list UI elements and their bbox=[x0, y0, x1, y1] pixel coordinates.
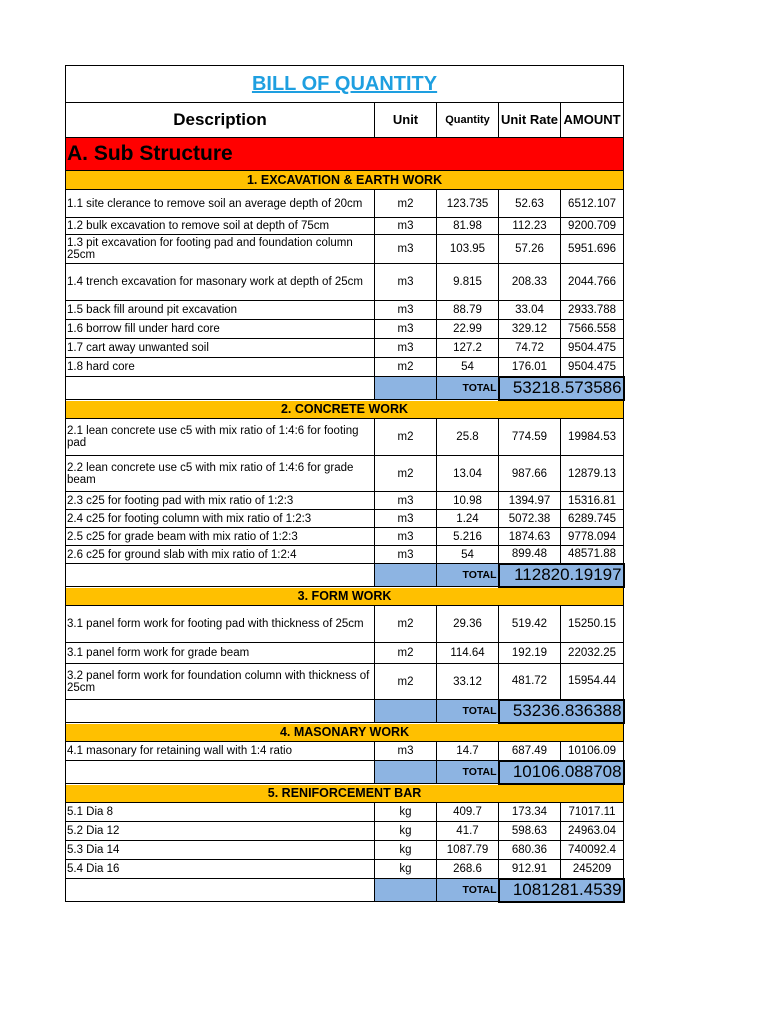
item-description: 2.4 c25 for footing column with mix ratio of 1:2:3 bbox=[66, 510, 375, 528]
group-title: 3. FORM WORK bbox=[66, 587, 624, 606]
table-row bbox=[66, 822, 624, 841]
item-unit: kg bbox=[375, 803, 437, 822]
item-unit: kg bbox=[375, 841, 437, 860]
item-quantity: 1.24 bbox=[437, 510, 499, 528]
item-unit-rate: 192.19 bbox=[499, 643, 561, 664]
item-description: 1.5 back fill around pit excavation bbox=[66, 301, 375, 320]
item-description: 1.3 pit excavation for footing pad and foundation column 25cm bbox=[66, 235, 375, 264]
table-row bbox=[66, 510, 624, 528]
table-row bbox=[66, 664, 624, 700]
group-total-value: 112820.19197 bbox=[499, 564, 624, 587]
item-unit-rate: 774.59 bbox=[499, 419, 561, 456]
group-title: 5. RENIFORCEMENT BAR bbox=[66, 784, 624, 803]
item-unit: m2 bbox=[375, 456, 437, 492]
header-unit: Unit bbox=[375, 103, 437, 138]
total-row-fill bbox=[375, 700, 437, 723]
item-unit-rate: 112.23 bbox=[499, 218, 561, 235]
item-quantity: 13.04 bbox=[437, 456, 499, 492]
table-row bbox=[66, 320, 624, 339]
item-description: 5.3 Dia 14 bbox=[66, 841, 375, 860]
item-amount: 15250.15 bbox=[561, 606, 624, 643]
sheet-title: BILL OF QUANTITY bbox=[66, 66, 624, 103]
item-unit-rate: 899.48 bbox=[499, 546, 561, 564]
item-description: 2.1 lean concrete use c5 with mix ratio of 1:4:6 for footing pad bbox=[66, 419, 375, 456]
table-row bbox=[66, 235, 624, 264]
item-unit: m3 bbox=[375, 235, 437, 264]
item-quantity: 41.7 bbox=[437, 822, 499, 841]
item-amount: 7566.558 bbox=[561, 320, 624, 339]
item-quantity: 25.8 bbox=[437, 419, 499, 456]
table-row bbox=[66, 841, 624, 860]
table-row bbox=[66, 218, 624, 235]
item-amount: 71017.11 bbox=[561, 803, 624, 822]
bill-of-quantity-table bbox=[65, 65, 625, 903]
total-row-blank bbox=[66, 377, 375, 400]
table-row bbox=[66, 742, 624, 761]
item-amount: 15316.81 bbox=[561, 492, 624, 510]
item-unit-rate: 687.49 bbox=[499, 742, 561, 761]
table-row bbox=[66, 456, 624, 492]
header-unit-rate: Unit Rate bbox=[499, 103, 561, 138]
item-quantity: 81.98 bbox=[437, 218, 499, 235]
header-amount: AMOUNT bbox=[561, 103, 624, 138]
group-total-value: 53218.573586 bbox=[499, 377, 624, 400]
item-unit-rate: 987.66 bbox=[499, 456, 561, 492]
item-quantity: 127.2 bbox=[437, 339, 499, 358]
item-amount: 24963.04 bbox=[561, 822, 624, 841]
item-unit: m3 bbox=[375, 339, 437, 358]
item-description: 3.1 panel form work for footing pad with thickness of 25cm bbox=[66, 606, 375, 643]
item-description: 2.3 c25 for footing pad with mix ratio of 1:2:3 bbox=[66, 492, 375, 510]
item-description: 3.1 panel form work for grade beam bbox=[66, 643, 375, 664]
item-unit: m2 bbox=[375, 664, 437, 700]
group-title: 4. MASONARY WORK bbox=[66, 723, 624, 742]
item-amount: 9200.709 bbox=[561, 218, 624, 235]
item-unit-rate: 74.72 bbox=[499, 339, 561, 358]
item-quantity: 22.99 bbox=[437, 320, 499, 339]
item-unit-rate: 519.42 bbox=[499, 606, 561, 643]
item-amount: 245209 bbox=[561, 860, 624, 879]
item-description: 1.1 site clerance to remove soil an average depth of 20cm bbox=[66, 190, 375, 218]
item-unit-rate: 481.72 bbox=[499, 664, 561, 700]
item-description: 1.8 hard core bbox=[66, 358, 375, 377]
item-description: 2.5 c25 for grade beam with mix ratio of 1:2:3 bbox=[66, 528, 375, 546]
table-row bbox=[66, 643, 624, 664]
table-row bbox=[66, 803, 624, 822]
table-row bbox=[66, 190, 624, 218]
item-amount: 10106.09 bbox=[561, 742, 624, 761]
item-description: 5.4 Dia 16 bbox=[66, 860, 375, 879]
item-quantity: 88.79 bbox=[437, 301, 499, 320]
item-description: 2.2 lean concrete use c5 with mix ratio of 1:4:6 for grade beam bbox=[66, 456, 375, 492]
item-quantity: 9.815 bbox=[437, 264, 499, 301]
item-unit-rate: 1394.97 bbox=[499, 492, 561, 510]
item-quantity: 54 bbox=[437, 358, 499, 377]
section-title: A. Sub Structure bbox=[66, 138, 624, 171]
item-unit-rate: 680.36 bbox=[499, 841, 561, 860]
table-row bbox=[66, 339, 624, 358]
table-row bbox=[66, 860, 624, 879]
total-row-fill bbox=[375, 761, 437, 784]
item-unit: m2 bbox=[375, 419, 437, 456]
item-quantity: 5.216 bbox=[437, 528, 499, 546]
item-amount: 19984.53 bbox=[561, 419, 624, 456]
table-row bbox=[66, 264, 624, 301]
table-row bbox=[66, 546, 624, 564]
table-row bbox=[66, 358, 624, 377]
item-unit: m3 bbox=[375, 528, 437, 546]
item-unit: m2 bbox=[375, 358, 437, 377]
total-row-blank bbox=[66, 700, 375, 723]
total-row-fill bbox=[375, 377, 437, 400]
item-quantity: 268.6 bbox=[437, 860, 499, 879]
item-unit-rate: 52.63 bbox=[499, 190, 561, 218]
item-quantity: 123.735 bbox=[437, 190, 499, 218]
item-quantity: 33.12 bbox=[437, 664, 499, 700]
item-unit: kg bbox=[375, 860, 437, 879]
item-description: 5.1 Dia 8 bbox=[66, 803, 375, 822]
item-unit-rate: 33.04 bbox=[499, 301, 561, 320]
group-total-value: 10106.088708 bbox=[499, 761, 624, 784]
table-row bbox=[66, 528, 624, 546]
item-amount: 9778.094 bbox=[561, 528, 624, 546]
item-unit: kg bbox=[375, 822, 437, 841]
item-quantity: 1087.79 bbox=[437, 841, 499, 860]
total-label: TOTAL bbox=[437, 564, 499, 587]
item-unit: m3 bbox=[375, 510, 437, 528]
item-amount: 5951.696 bbox=[561, 235, 624, 264]
total-row-blank bbox=[66, 564, 375, 587]
item-quantity: 409.7 bbox=[437, 803, 499, 822]
total-row-fill bbox=[375, 564, 437, 587]
item-amount: 2933.788 bbox=[561, 301, 624, 320]
table-row bbox=[66, 492, 624, 510]
item-unit: m3 bbox=[375, 742, 437, 761]
item-quantity: 29.36 bbox=[437, 606, 499, 643]
item-description: 1.6 borrow fill under hard core bbox=[66, 320, 375, 339]
total-row-blank bbox=[66, 879, 375, 902]
item-description: 3.2 panel form work for foundation column with thickness of 25cm bbox=[66, 664, 375, 700]
header-quantity: Quantity bbox=[437, 103, 499, 138]
item-unit-rate: 5072.38 bbox=[499, 510, 561, 528]
item-amount: 6512.107 bbox=[561, 190, 624, 218]
table-row bbox=[66, 419, 624, 456]
group-title: 1. EXCAVATION & EARTH WORK bbox=[66, 171, 624, 190]
item-description: 2.6 c25 for ground slab with mix ratio of 1:2:4 bbox=[66, 546, 375, 564]
item-amount: 9504.475 bbox=[561, 339, 624, 358]
item-description: 5.2 Dia 12 bbox=[66, 822, 375, 841]
item-unit: m2 bbox=[375, 643, 437, 664]
total-row-blank bbox=[66, 761, 375, 784]
table-row bbox=[66, 606, 624, 643]
item-unit-rate: 912.91 bbox=[499, 860, 561, 879]
item-unit-rate: 57.26 bbox=[499, 235, 561, 264]
total-row-fill bbox=[375, 879, 437, 902]
total-label: TOTAL bbox=[437, 879, 499, 902]
item-amount: 48571.88 bbox=[561, 546, 624, 564]
item-amount: 12879.13 bbox=[561, 456, 624, 492]
item-quantity: 103.95 bbox=[437, 235, 499, 264]
header-description: Description bbox=[66, 103, 375, 138]
item-quantity: 10.98 bbox=[437, 492, 499, 510]
item-description: 1.4 trench excavation for masonary work at depth of 25cm bbox=[66, 264, 375, 301]
item-amount: 6289.745 bbox=[561, 510, 624, 528]
item-unit: m3 bbox=[375, 546, 437, 564]
item-quantity: 14.7 bbox=[437, 742, 499, 761]
item-unit-rate: 173.34 bbox=[499, 803, 561, 822]
item-unit-rate: 176.01 bbox=[499, 358, 561, 377]
item-unit-rate: 208.33 bbox=[499, 264, 561, 301]
item-unit: m3 bbox=[375, 320, 437, 339]
total-label: TOTAL bbox=[437, 377, 499, 400]
item-unit: m3 bbox=[375, 264, 437, 301]
item-quantity: 114.64 bbox=[437, 643, 499, 664]
item-unit: m3 bbox=[375, 492, 437, 510]
item-unit: m2 bbox=[375, 190, 437, 218]
group-total-value: 53236.836388 bbox=[499, 700, 624, 723]
item-description: 1.7 cart away unwanted soil bbox=[66, 339, 375, 358]
group-title: 2. CONCRETE WORK bbox=[66, 400, 624, 419]
table-row bbox=[66, 301, 624, 320]
item-amount: 15954.44 bbox=[561, 664, 624, 700]
item-unit: m3 bbox=[375, 301, 437, 320]
item-unit-rate: 329.12 bbox=[499, 320, 561, 339]
item-amount: 2044.766 bbox=[561, 264, 624, 301]
item-description: 1.2 bulk excavation to remove soil at depth of 75cm bbox=[66, 218, 375, 235]
item-amount: 740092.4 bbox=[561, 841, 624, 860]
item-unit: m2 bbox=[375, 606, 437, 643]
group-total-value: 1081281.4539 bbox=[499, 879, 624, 902]
total-label: TOTAL bbox=[437, 700, 499, 723]
item-quantity: 54 bbox=[437, 546, 499, 564]
item-unit-rate: 598.63 bbox=[499, 822, 561, 841]
item-unit: m3 bbox=[375, 218, 437, 235]
item-description: 4.1 masonary for retaining wall with 1:4 ratio bbox=[66, 742, 375, 761]
item-amount: 22032.25 bbox=[561, 643, 624, 664]
total-label: TOTAL bbox=[437, 761, 499, 784]
item-unit-rate: 1874.63 bbox=[499, 528, 561, 546]
item-amount: 9504.475 bbox=[561, 358, 624, 377]
